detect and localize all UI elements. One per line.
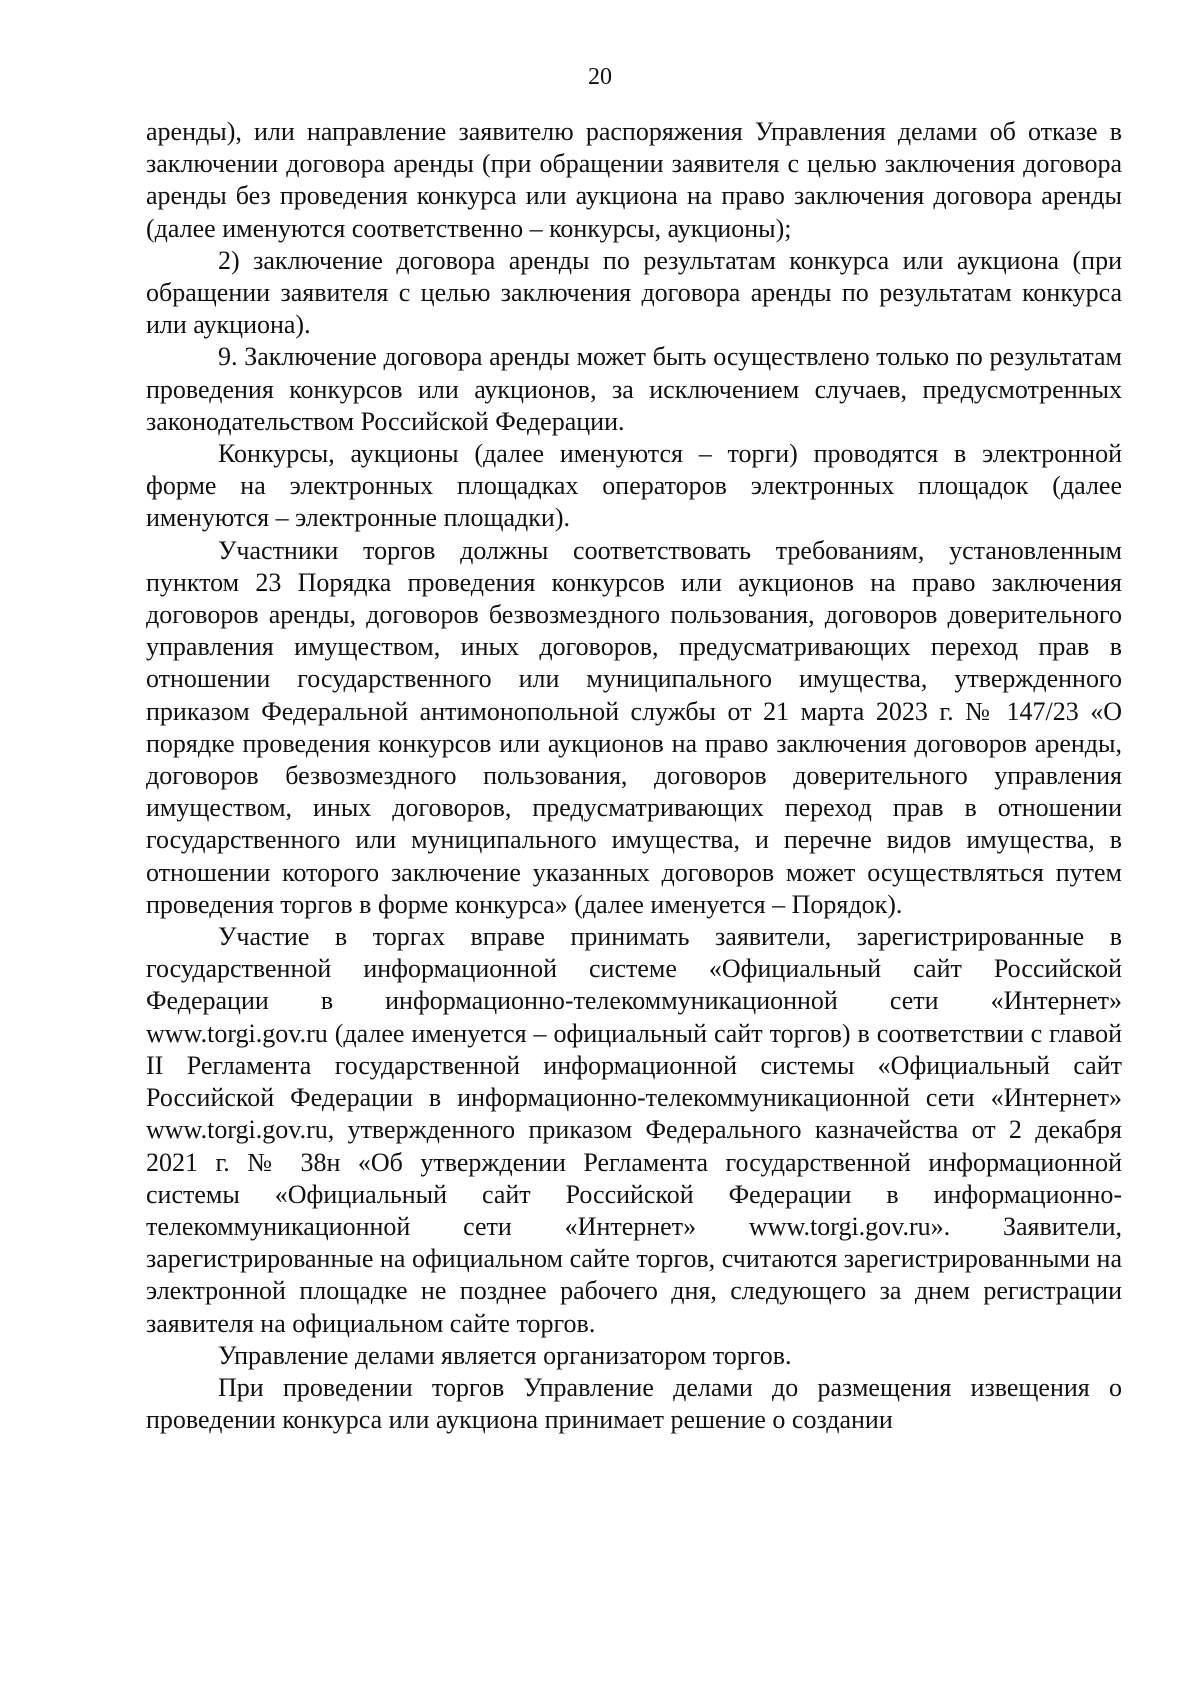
paragraph-decision: При проведении торгов Управление делами до размещения извещения о проведении конкурса или аукциона принимает решение о создании (146, 1372, 1122, 1435)
paragraph-continuation: аренды), или направление заявителю распоряжения Управления делами об отказе в заключении договора аренды (при обращении заявителя с целью заключения договора аренды без проведения конкурса или аукциона на право заключения договора аренды (далее именуются соответственно – конкурсы, аукционы); (146, 117, 1122, 243)
paragraph-organizer: Управление делами является организатором торгов. (218, 1340, 792, 1370)
page-number: 20 (588, 64, 612, 90)
document-body (146, 116, 1122, 1436)
paragraph-registration: Участие в торгах вправе принимать заявители, зарегистрированные в государственной информационной системе «Официальный сайт Российской Федерации в информационно-телекоммуникационной сети «Интернет» www.torgi.gov.ru (далее именуется – официальный сайт торгов) в соответствии с главой II Регламента государственной информационной системы «Официальный сайт Российской Федерации в информационно-телекоммуникационной сети «Интернет» www.torgi.gov.ru, утвержденного приказом Федерального казначейства от 2 декабря 2021 г. № 38н «Об утверждении Регламента государственной информационной системы «Официальный сайт Российской Федерации в информационно-телекоммуникационной сети «Интернет» www.torgi.gov.ru». Заявители, зарегистрированные на официальном сайте торгов, считаются зарегистрированными на электронной площадке не позднее рабочего дня, следующего за днем регистрации заявителя на официальном сайте торгов. (146, 922, 1122, 1338)
paragraph-section-9: 9. Заключение договора аренды может быть осуществлено только по результатам проведения конкурсов или аукционов, за исключением случаев, предусмотренных законодательством Российской Федерации. (146, 342, 1122, 436)
paragraph-auctions: Конкурсы, аукционы (далее именуются – торги) проводятся в электронной форме на электронных площадках операторов электронных площадок (далее именуются – электронные площадки). (146, 439, 1122, 533)
paragraph-participants: Участники торгов должны соответствовать требованиям, установленным пунктом 23 Порядка проведения конкурсов или аукционов на право заключения договоров аренды, договоров безвозмездного пользования, договоров доверительного управления имуществом, иных договоров, предусматривающих переход прав в отношении государственного или муниципального имущества, утвержденного приказом Федеральной антимонопольной службы от 21 марта 2023 г. № 147/23 «О порядке проведения конкурсов или аукционов на право заключения договоров аренды, договоров безвозмездного пользования, договоров доверительного управления имуществом, иных договоров, предусматривающих переход прав в отношении государственного или муниципального имущества, и перечне видов имущества, в отношении которого заключение указанных договоров может осуществляться путем проведения торгов в форме конкурса» (далее именуется – Порядок). (146, 535, 1122, 919)
paragraph-item-2: 2) заключение договора аренды по результатам конкурса или аукциона (при обращении заявителя с целью заключения договора аренды по результатам конкурса или аукциона). (146, 245, 1122, 340)
